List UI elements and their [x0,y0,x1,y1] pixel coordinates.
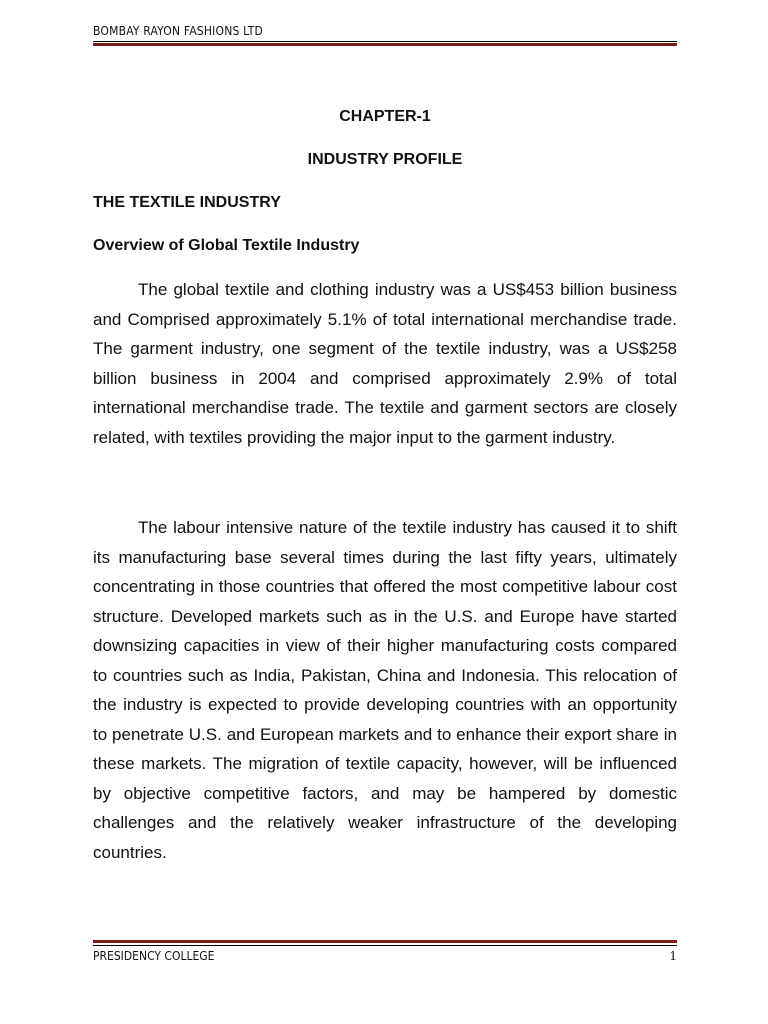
section-subtitle: Overview of Global Textile Industry [93,237,360,254]
running-footer: PRESIDENCY COLLEGE [93,949,215,963]
running-header: BOMBAY RAYON FASHIONS LTD [93,24,264,38]
body-paragraph-1: The global textile and clothing industry was a US$453 billion business and Comprised approximately 5.1% of total international merchandise trade. The garment industry, one segment of the textile industry, was a US$258 billion business in 2004 and comprised approximately 2.9% of total international merchandise trade. The textile and garment sectors are closely related, with textiles providing the major input to the garment industry. [93,280,677,447]
footer-rule-thin [93,945,677,946]
section-title: THE TEXTILE INDUSTRY [93,194,281,211]
header-rule-thin [93,41,677,42]
page-number: 1 [669,949,677,963]
footer-rule-thick [93,940,677,943]
chapter-title: INDUSTRY PROFILE [307,151,463,168]
body-paragraph-2: The labour intensive nature of the textile industry has caused it to shift its manufacturing base several times during the last fifty years, ultimately concentrating in those countries that offered the most competitive labour cost structure. Developed markets such as in the U.S. and Europe have started downsizing capacities in view of their higher manufacturing costs compared to countries such as India, Pakistan, China and Indonesia. This relocation of the industry is expected to provide developing countries with an opportunity to penetrate U.S. and European markets and to enhance their export share in these markets. The migration of textile capacity, however, will be influenced by objective competitive factors, and may be hampered by domestic challenges and the relatively weaker infrastructure of the developing countries. [93,518,677,862]
header-rule-thick [93,43,677,46]
chapter-number: CHAPTER-1 [339,108,431,125]
